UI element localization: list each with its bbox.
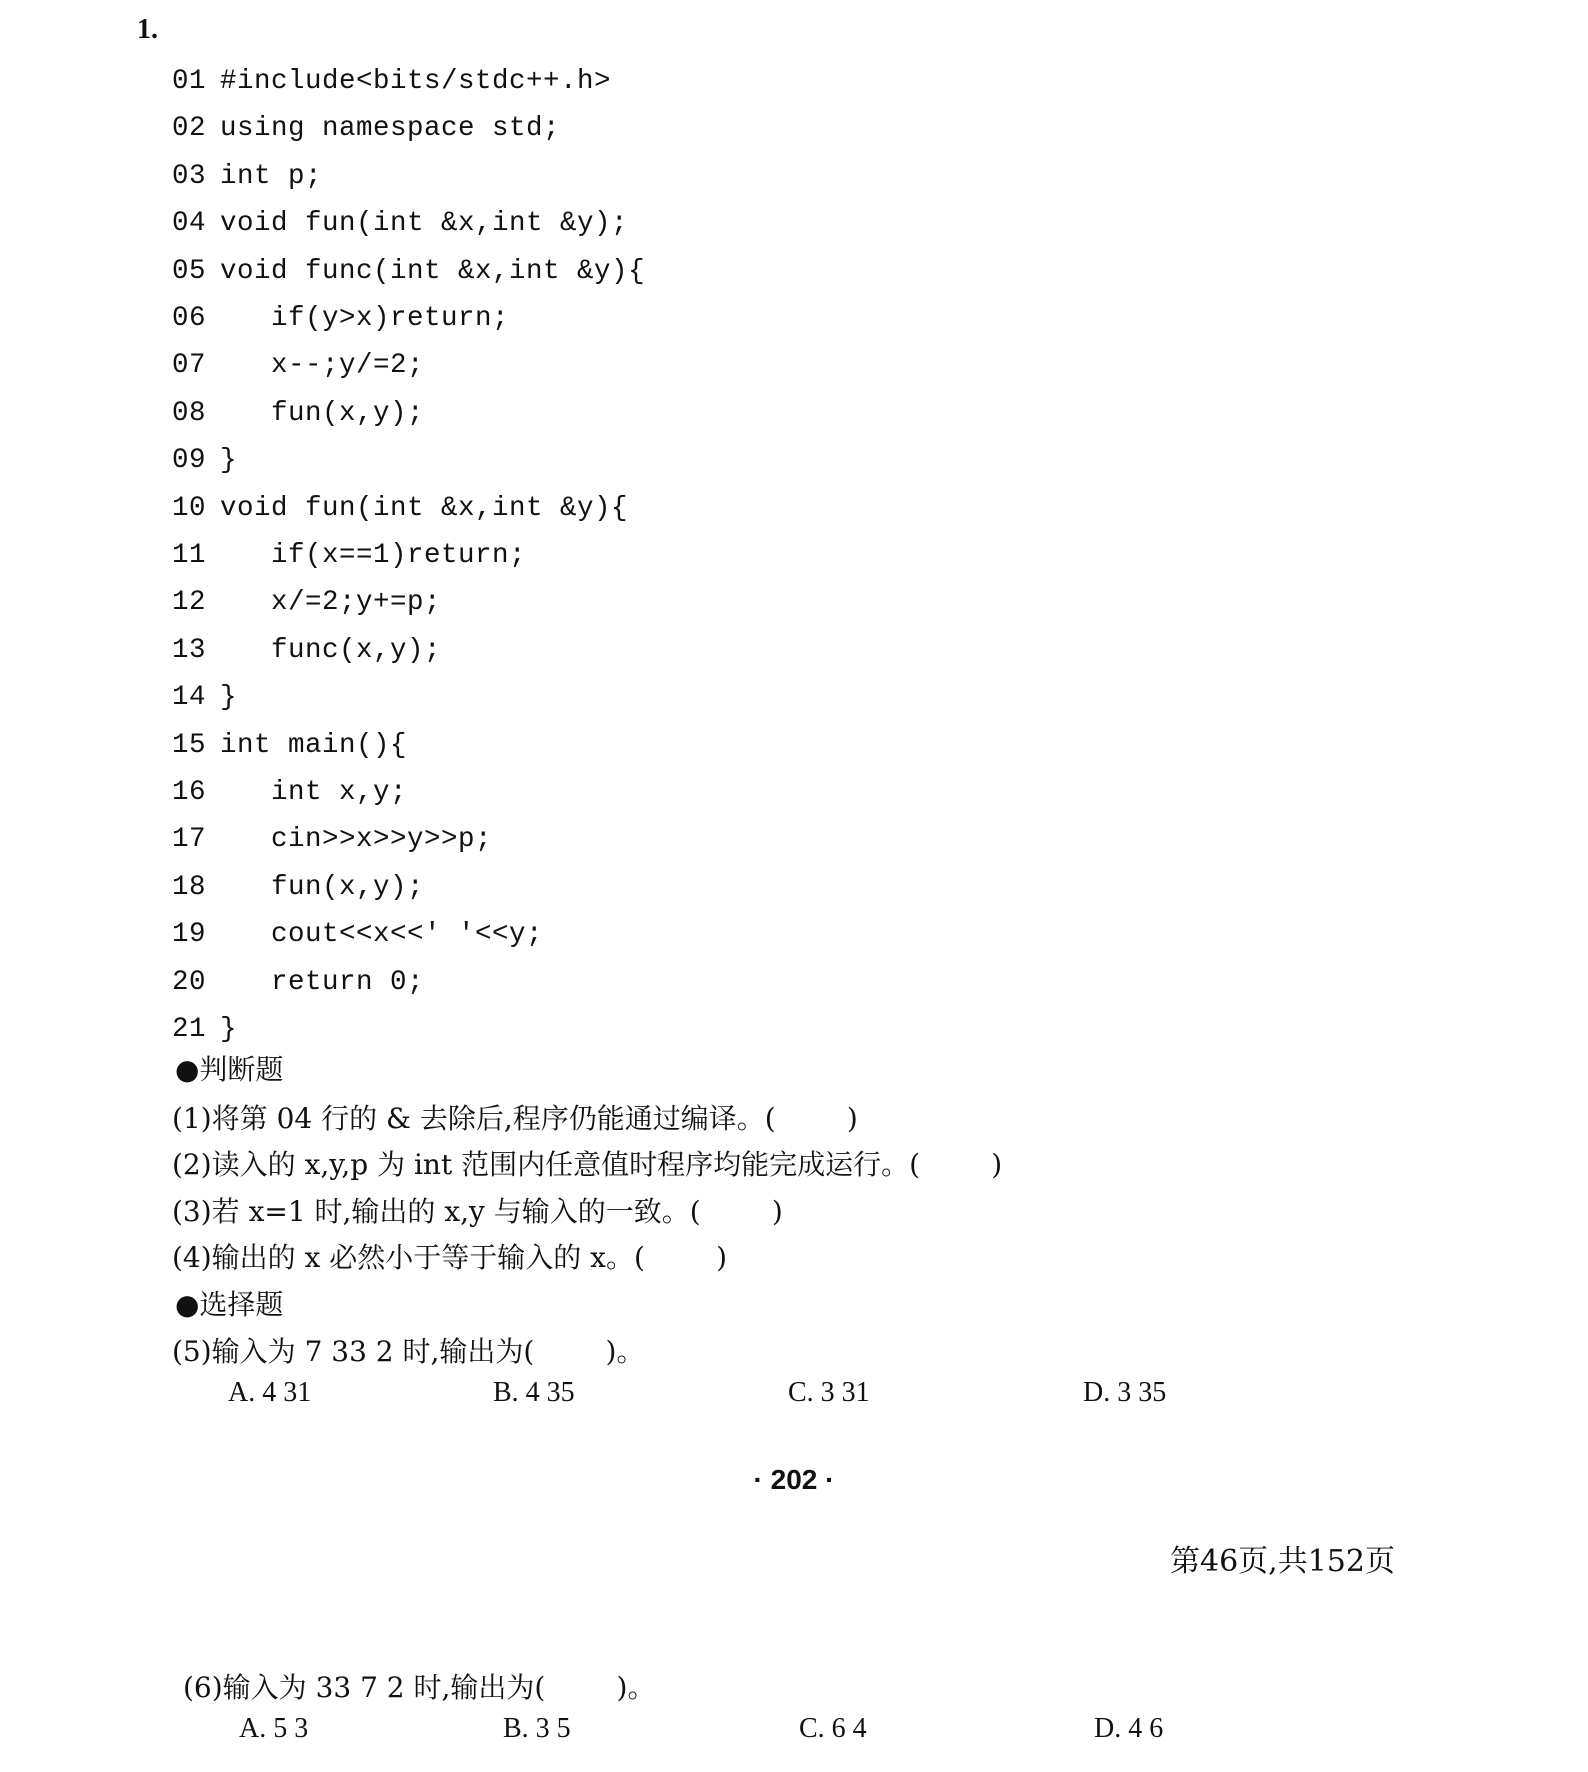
q6-option-c: C. 6 4: [799, 1713, 867, 1744]
code-text: void fun(int &x,int &y);: [220, 208, 629, 240]
code-line: [172, 959, 424, 1006]
code-line: [172, 769, 407, 816]
code-text: fun(x,y);: [220, 871, 425, 903]
code-line: [172, 153, 322, 200]
line-number: 16: [172, 777, 207, 808]
code-line: [172, 1006, 237, 1053]
line-number: 13: [172, 634, 207, 666]
choice-section-title: ●选择题: [175, 1288, 284, 1321]
code-line: [172, 105, 560, 152]
code-text: cout<<x<<' '<<y;: [220, 919, 544, 951]
code-line: [172, 579, 441, 626]
code-line: [172, 627, 441, 674]
line-number: 10: [172, 492, 207, 524]
code-line: [172, 58, 611, 105]
judge-item-4: (4)输出的 x 必然小于等于输入的 x。( ): [172, 1241, 727, 1274]
code-text: cin>>x>>y>>p;: [220, 824, 493, 856]
line-number: 17: [172, 824, 207, 856]
q5-stem: (5)输入为 7 33 2 时,输出为( )。: [172, 1335, 645, 1368]
code-line: [172, 532, 526, 579]
line-number: 15: [172, 729, 207, 761]
page-info: 第46页,共152页: [1170, 1544, 1395, 1579]
q5-option-d: D. 3 35: [1083, 1377, 1167, 1408]
code-line: [172, 674, 237, 721]
q6-stem: (6)输入为 33 7 2 时,输出为( )。: [183, 1671, 656, 1704]
line-number: 05: [172, 255, 207, 287]
code-text: #include<bits/stdc++.h>: [220, 66, 612, 97]
code-text: void fun(int &x,int &y){: [220, 492, 629, 524]
line-number: 19: [172, 919, 207, 951]
page-number: · 202 ·: [753, 1464, 835, 1495]
line-number: 02: [172, 113, 207, 145]
line-number: 12: [172, 587, 207, 619]
line-number: 11: [172, 540, 207, 571]
q5-option-c: C. 3 31: [788, 1377, 870, 1408]
q6-option-d: D. 4 6: [1094, 1713, 1164, 1744]
line-number: 01: [172, 66, 207, 97]
line-number: 06: [172, 303, 207, 334]
q6-option-b: B. 3 5: [503, 1713, 571, 1744]
code-line: [172, 911, 543, 958]
q6-option-a: A. 5 3: [239, 1713, 309, 1744]
code-text: }: [220, 445, 238, 477]
line-number: 18: [172, 871, 207, 903]
line-number: 20: [172, 966, 207, 998]
code-text: int main(){: [220, 729, 408, 761]
code-text: func(x,y);: [220, 634, 442, 666]
judge-section-title: ●判断题: [175, 1053, 284, 1086]
code-text: }: [220, 682, 238, 714]
code-text: if(y>x)return;: [220, 303, 510, 334]
code-text: x/=2;y+=p;: [220, 587, 442, 619]
line-number: 14: [172, 682, 207, 714]
code-line: [172, 342, 424, 389]
code-text: fun(x,y);: [220, 397, 425, 429]
code-line: [172, 864, 424, 911]
code-text: x--;y/=2;: [220, 350, 425, 382]
code-text: if(x==1)return;: [220, 540, 527, 571]
judge-item-2: (2)读入的 x,y,p 为 int 范围内任意值时程序均能完成运行。( ): [172, 1148, 1003, 1181]
code-line: [172, 722, 407, 769]
line-number: 03: [172, 160, 207, 192]
judge-item-3: (3)若 x=1 时,输出的 x,y 与输入的一致。( ): [172, 1195, 783, 1228]
code-line: [172, 248, 645, 295]
code-line: [172, 390, 424, 437]
q5-option-a: A. 4 31: [228, 1377, 312, 1408]
judge-item-1: (1)将第 04 行的 & 去除后,程序仍能通过编译。( ): [172, 1102, 858, 1135]
line-number: 04: [172, 208, 207, 240]
code-line: [172, 816, 492, 863]
q5-option-b: B. 4 35: [493, 1377, 575, 1408]
code-text: using namespace std;: [220, 113, 561, 145]
code-text: }: [220, 1014, 238, 1045]
question-number: 1.: [137, 14, 158, 45]
code-line: [172, 200, 628, 247]
code-text: return 0;: [220, 966, 425, 998]
line-number: 08: [172, 397, 207, 429]
code-line: [172, 295, 509, 342]
code-text: int x,y;: [220, 777, 408, 808]
code-line: [172, 437, 237, 484]
code-text: int p;: [220, 160, 323, 192]
line-number: 21: [172, 1014, 207, 1045]
line-number: 07: [172, 350, 207, 382]
line-number: 09: [172, 445, 207, 477]
code-line: [172, 485, 628, 532]
code-text: void func(int &x,int &y){: [220, 255, 646, 287]
